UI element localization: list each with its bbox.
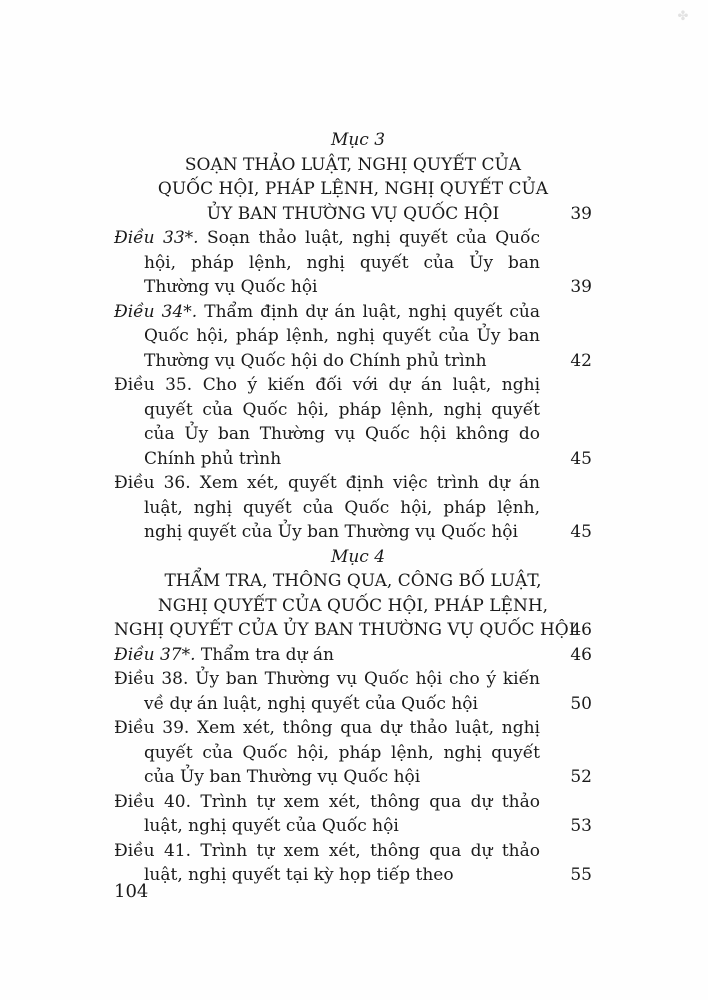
article-number: Điều 36. (114, 473, 191, 493)
entry-text: Quốc hội, pháp lệnh, nghị quyết của Ủy ban (144, 326, 540, 346)
article-number: Điều 34*. (114, 301, 198, 322)
article-number: Điều 33*. (114, 228, 199, 248)
article-number: Điều 38. (114, 669, 189, 689)
entry-text: Ủy ban Thường vụ Quốc hội (180, 767, 421, 787)
page-number: 46 (570, 644, 592, 665)
toc-entry[interactable] (114, 471, 592, 545)
toc-entry[interactable] (114, 667, 592, 716)
entry-text: Trình tự xem xét, thông qua dự thảo luật, (144, 791, 540, 836)
entry-text: Thường vụ Quốc hội do Chính phủ trình (144, 350, 487, 371)
section-title-line: SOẠN THẢO LUẬT, NGHỊ QUYẾT CỦA (184, 154, 522, 175)
toc-entry[interactable] (114, 716, 592, 790)
entry-text: dự án luật, nghị quyết của Quốc hội (169, 693, 478, 714)
page-number: 46 (570, 620, 592, 640)
article-number: Điều 41. (114, 840, 191, 861)
entry-text: nghị quyết tại kỳ họp tiếp theo (188, 865, 454, 885)
page-number: 42 (570, 350, 592, 371)
entry-text: Soạn thảo luật, nghị quyết của Quốc hội, pháp (144, 228, 540, 273)
entry-text: Thẩm định dự án luật, nghị quyết của (204, 301, 540, 322)
entry-text: Xem xét, quyết định việc trình dự án luật, (144, 473, 541, 518)
toc-entry[interactable] (114, 300, 592, 374)
page-number: 53 (570, 816, 592, 836)
section-label: Mục 4 (330, 546, 386, 567)
page-number: 50 (570, 693, 592, 714)
section-title-line: NGHỊ QUYẾT CỦA ỦY BAN THƯỜNG VỤ QUỐC HỘI 46 (114, 618, 592, 643)
toc-entry[interactable] (114, 226, 592, 300)
section-title-line: THẨM TRA, THÔNG QUA, CÔNG BỐ LUẬT, (164, 571, 542, 591)
entry-text: Quốc hội, pháp lệnh, nghị quyết của Ủy ban (144, 399, 540, 444)
table-of-contents (114, 128, 592, 888)
page-number: 45 (570, 448, 592, 469)
article-number: Điều 35. (114, 375, 193, 395)
section-title-line: QUỐC HỘI, PHÁP LỆNH, NGHỊ QUYẾT CỦA (157, 179, 549, 199)
toc-entry[interactable] (114, 643, 592, 668)
entry-text: lệnh, nghị quyết của Ủy ban Thường vụ Quốc hội (144, 252, 540, 297)
page-number: 39 (570, 203, 592, 224)
section-title-line: ỦY BAN THƯỜNG VỤ QUỐC HỘI 39 (114, 202, 592, 227)
page-number: 52 (570, 767, 592, 787)
entry-text: Thường vụ Quốc hội không do Chính phủ trình (144, 424, 541, 469)
article-number: Điều 40. (114, 791, 191, 812)
entry-text: quyết của Quốc hội, pháp lệnh, nghị quyết của (144, 742, 540, 787)
page-number: 45 (570, 522, 592, 542)
page-number: 39 (570, 277, 592, 297)
entry-text: nghị quyết của Quốc hội (188, 816, 399, 836)
article-number: Điều 37*. (114, 644, 196, 665)
section-label: Mục 3 (330, 130, 386, 150)
toc-entry[interactable] (114, 790, 592, 839)
page-number: 55 (570, 865, 592, 885)
entry-text: nghị quyết của Quốc hội, pháp lệnh, nghị quyết (144, 497, 540, 542)
footer-page-number: 104 (114, 881, 149, 902)
entry-text: Thẩm tra dự án (200, 644, 334, 665)
article-number: Điều 39. (114, 718, 190, 738)
entry-text: của Ủy ban Thường vụ Quốc hội (241, 522, 518, 542)
toc-entry[interactable] (114, 373, 592, 471)
toc-entry[interactable] (114, 839, 592, 888)
entry-text: Trình tự xem xét, thông qua dự thảo luật, (144, 840, 540, 885)
corner-flower-icon: ✤ (677, 9, 689, 24)
entry-text: Cho ý kiến đối với dự án luật, nghị quyết của (144, 375, 541, 420)
entry-text: Xem xét, thông qua dự thảo luật, nghị (197, 718, 540, 738)
entry-text: Ủy ban Thường vụ Quốc hội cho ý kiến về (144, 669, 541, 714)
section-title-line: NGHỊ QUYẾT CỦA QUỐC HỘI, PHÁP LỆNH, (157, 595, 549, 616)
